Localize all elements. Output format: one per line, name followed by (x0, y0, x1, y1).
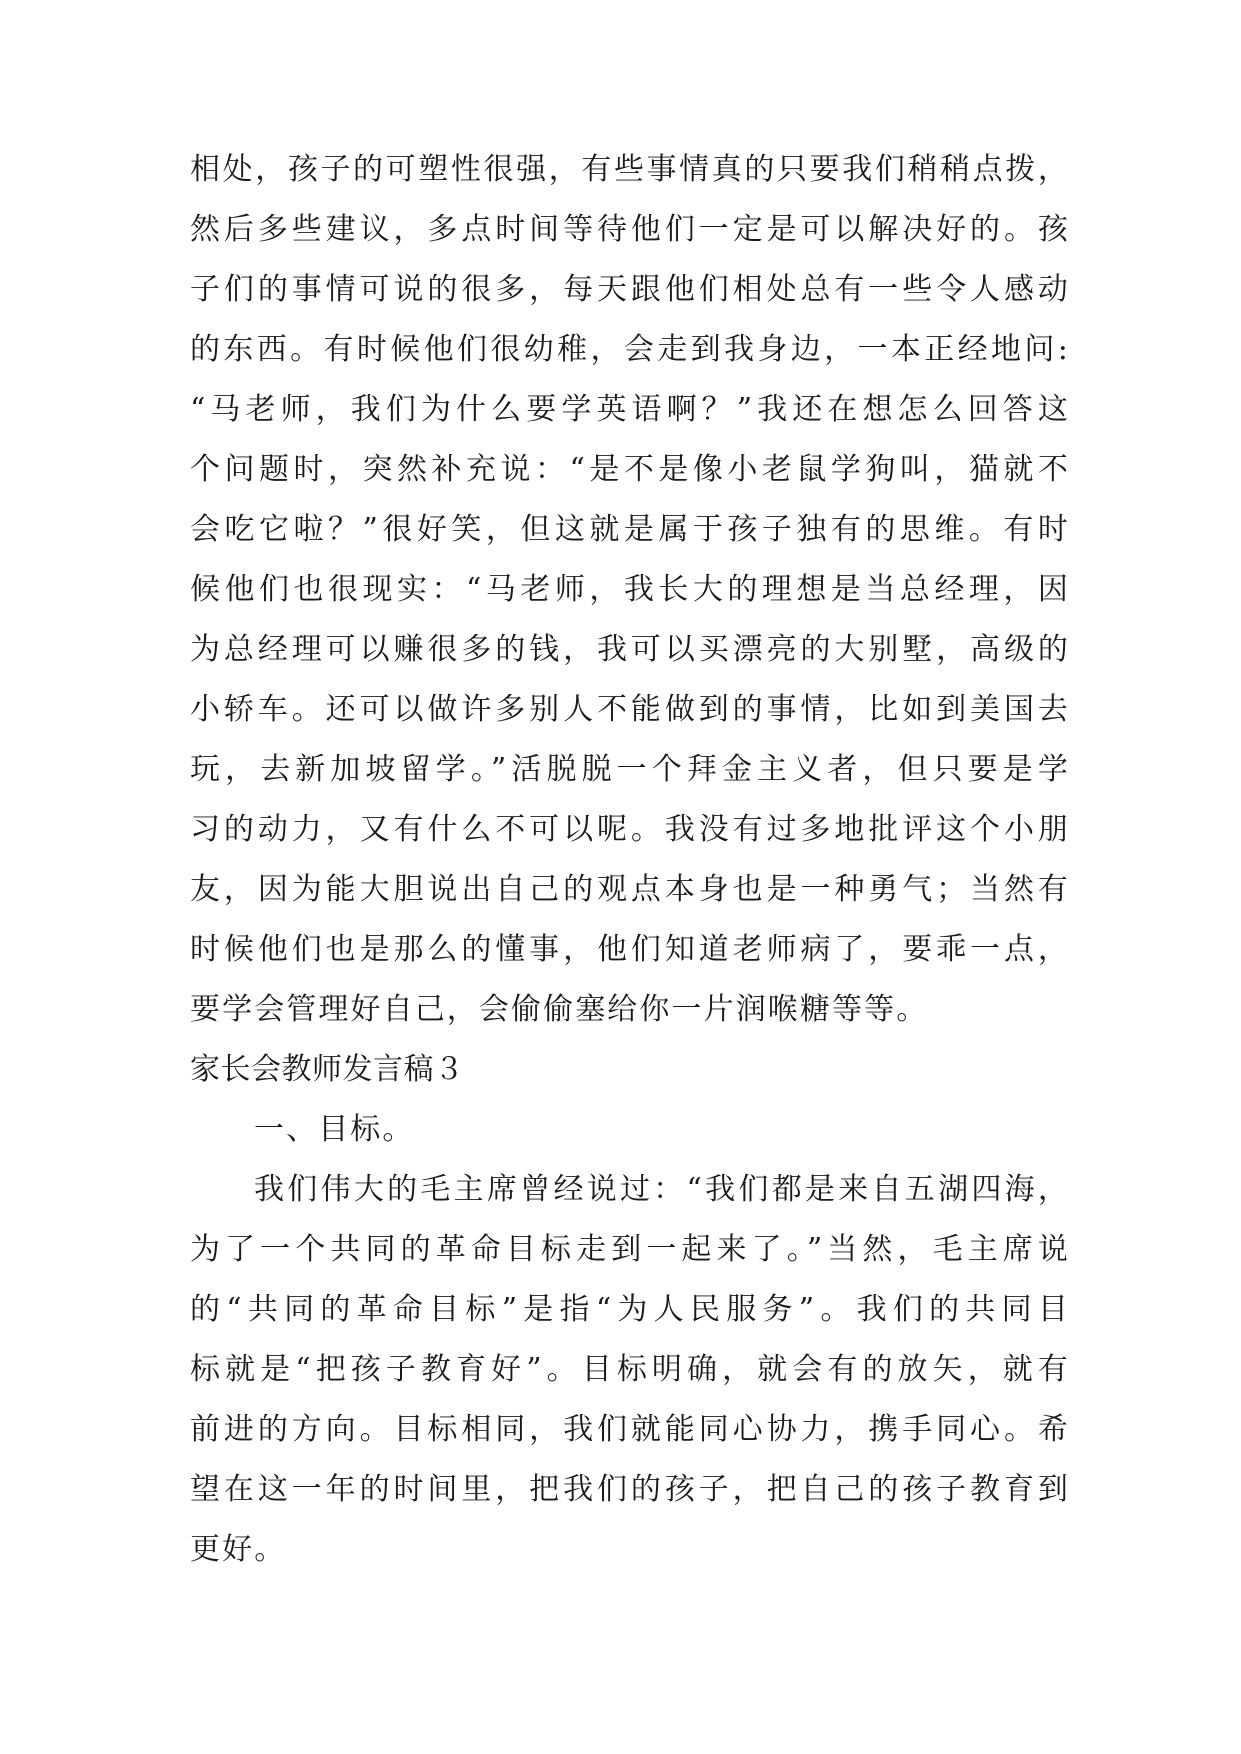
paragraph-line: 前进的方向。目标相同，我们就能同心协力，携手同心。希 (190, 1412, 1070, 1447)
paragraph-line: 个问题时，突然补充说：“是不是像小老鼠学狗叫，猫就不 (190, 452, 1070, 487)
paragraph-line: “马老师，我们为什么要学英语啊？”我还在想怎么回答这 (190, 392, 1070, 427)
paragraph-line: 要学会管理好自己，会偷偷塞给你一片润喉糖等等。 (190, 992, 929, 1027)
paragraph-line: 小轿车。还可以做许多别人不能做到的事情，比如到美国去 (190, 692, 1070, 727)
paragraph-line: 会吃它啦？”很好笑，但这就是属于孩子独有的思维。有时 (190, 512, 1070, 547)
paragraph-line: 为总经理可以赚很多的钱，我可以买漂亮的大别墅，高级的 (190, 632, 1070, 667)
paragraph-line: 时候他们也是那么的懂事，他们知道老师病了，要乖一点， (190, 932, 1070, 967)
paragraph-line: 望在这一年的时间里，把我们的孩子，把自己的孩子教育到 (190, 1472, 1070, 1507)
paragraph-line: 子们的事情可说的很多，每天跟他们相处总有一些令人感动 (190, 272, 1070, 307)
paragraph-line: 习的动力，又有什么不可以呢。我没有过多地批评这个小朋 (190, 812, 1070, 847)
paragraph-line: 候他们也很现实：“马老师，我长大的理想是当总经理，因 (190, 572, 1070, 607)
paragraph-line: 为了一个共同的革命目标走到一起来了。”当然，毛主席说 (190, 1232, 1070, 1267)
section-heading: 家长会教师发言稿３ (190, 1052, 465, 1087)
paragraph-line: 然后多些建议，多点时间等待他们一定是可以解决好的。孩 (190, 212, 1070, 247)
paragraph-line: 的“共同的革命目标”是指“为人民服务”。我们的共同目 (190, 1292, 1070, 1327)
section-subheading: 一、目标。 (254, 1112, 415, 1147)
paragraph-line: 玩，去新加坡留学。”活脱脱一个拜金主义者，但只要是学 (190, 752, 1070, 787)
paragraph-line: 友，因为能大胆说出自己的观点本身也是一种勇气；当然有 (190, 872, 1070, 907)
paragraph-line: 我们伟大的毛主席曾经说过：“我们都是来自五湖四海， (254, 1172, 1070, 1207)
paragraph-line: 的东西。有时候他们很幼稚，会走到我身边，一本正经地问: (190, 332, 1070, 367)
paragraph-line: 标就是“把孩子教育好”。目标明确，就会有的放矢，就有 (190, 1352, 1070, 1387)
paragraph-line: 相处，孩子的可塑性很强，有些事情真的只要我们稍稍点拨， (190, 152, 1070, 187)
paragraph-line: 更好。 (190, 1532, 287, 1567)
